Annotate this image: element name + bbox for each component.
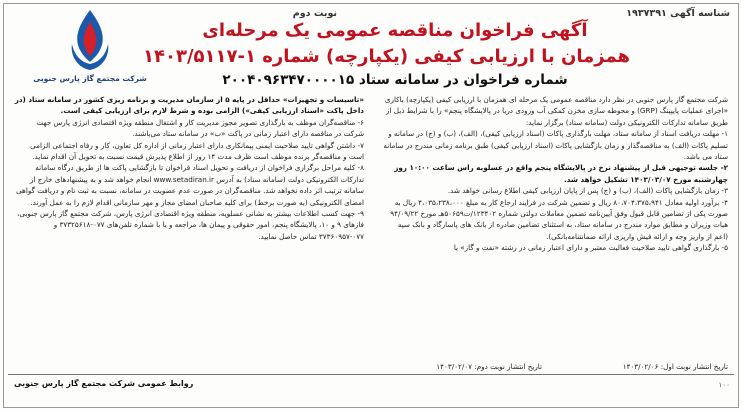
footer-label: روابط عمومی شرکت مجتمع گاز پارس جنوبی: [14, 379, 194, 388]
left-column: [14, 94, 364, 242]
company-logo: [50, 4, 130, 74]
setad-number: شماره فراخوان در سامانه ستاد ۲۰۰۴۰۹۶۳۴۷۰۰۰۰۱۵: [222, 72, 568, 88]
notice-id: شناسه آگهی ۱۹۳۷۳۹۱: [626, 8, 730, 19]
footer-code: ۱۰۰: [718, 380, 730, 389]
clause-9: ۹- جهت کسب اطلاعات بیشتر به نشانی عسلویه، منطقه ویژه اقتصادی انرژی پارس، شرکت مجتمع گاز پارس جنوبی، فازهای ۹ و ۱۰، پالایشگاه پنجم، امور حقوقی و پیمان ها، مراجعه و یا با شماره تلفن‌های ۰۷۷-۳۷۳۲۵۶۱۸ و ۰۷۷-۳۷۳۶۰۹۵۷ تماس حاصل نمایید.: [17, 209, 364, 241]
footer-divider: [8, 374, 734, 375]
clause-5-cont: «تاسیسات و تجهیزات» حداقل در پایه ۵ از سازمان مدیریت و برنامه ریزی کشور در سامانه ستاد (در داخل پاکت «اسناد ارزیابی کیفی») الزامی بوده و شرط لازم برای ارزیابی کیفی است.: [14, 95, 364, 116]
notice-round: نوبت دوم: [292, 8, 337, 19]
notice-subtitle: همزمان با ارزیابی کیفی (یکپارچه) شماره ۱-۱۴۰۳/۵۱۱۷: [143, 46, 630, 67]
clause-2: ۲- جلسه توجیهی قبل از پیشنهاد نرخ در پالایشگاه پنجم واقع در عسلویه راس ساعت ۱۰:۰۰ روز چهارشنبه مورخ ۱۴۰۳/۰۳/۰۷ تشکیل خواهد شد.: [394, 163, 728, 184]
clause-1: ۱- مهلت دریافت اسناد از سامانه ستاد، مهلت بارگذاری پاکات (اسناد ارزیابی کیفی)، (الف)، (ب) و (ج) در سامانه و تسلیم پاکات (الف) به مناقصه‌گذار و زمان بازگشایی پاکات (اسناد ارزیابی کیفی) طبق برنامه زمانی مندرج در سامانه ستاد می باشد.: [383, 129, 728, 162]
right-column: [383, 94, 728, 254]
clause-8: ۸- کلیه مراحل برگزاری فراخوان از دریافت و تحویل اسناد فراخوان تا بازگشایی پاکت ها از طریق درگاه سامانه تدارکات الکترونیکی دولت (سامانه ستاد) به آدرس www.setadiran.ir انجام خواهد شد و به پیشنهادهای خارج از سامانه ترتیب اثر داده نخواهد شد. مناقصه‌گران در صورت عدم عضویت در سامانه، نسبت به ثبت نام و دریافت گواهی امضای الکترونیکی (به صورت برخط) برای کلیه صاحبان امضای مجاز و مهر سازمانی اقدام لازم را به عمل آورند.: [16, 163, 364, 207]
clause-5: ۵- بارگذاری گواهی تایید صلاحیت فعالیت معتبر و دارای اعتبار زمانی در رشته «نفت و گاز» یا: [453, 243, 728, 253]
publish-date-second: تاریخ انتشار نوبت دوم: ۱۴۰۳/۰۲/۰۷: [436, 362, 542, 371]
publish-date-first: تاریخ انتشار نوبت اول: ۱۴۰۳/۰۲/۰۶: [622, 362, 728, 371]
flame-logo-icon: [50, 4, 130, 74]
intro-paragraph: شرکت مجتمع گاز پارس جنوبی در نظر دارد مناقصه عمومی یک مرحله ای همزمان با ارزیابی کیفی (یکپارچه) باکاری «اجرای عملیات پایپینگ (GRP) و محوطه سازی مخزن کمکی آب ورودی دریا در پالایشگاه پنجم» را با شرایط ذیل از طریق سامانه تدارکات الکترونیکی دولت (سامانه ستاد) برگزار نماید:: [384, 95, 728, 127]
notice-title: آگهی فراخوان مناقصه عمومی یک مرحله‌ای: [202, 20, 588, 41]
clause-4: ۴- برآورد اولیه معادل ۸۰،۷۰۴،۳۷۵،۹۴۱ ریال و تضمین شرکت در فرایند ارجاع کار به مبلغ ۴،۰۳۵،۲۳۸،۰۰۰ ریال به صورت یکی از تضامین قابل قبول وفق آیین‌نامه تضمین معاملات دولتی شماره ۱۲۳۴۰۲/ت۵۰۶۵۹هـ مورخ ۹۴/۰۹/۲۲ هیات وزیران و مطابق موارد مندرج در سامانه ستاد، به استثنای تضامین صادره از بانک های پاسارگاد و بانک سپه (اعم از واریز وجه و ارائه فیش واریزی ارائه ضمانتنامه‌بانکی).: [390, 197, 728, 241]
company-name: شرکت مجتمع گاز پارس جنوبی: [33, 74, 147, 83]
clause-7: ۷- داشتن گواهی تایید صلاحیت ایمنی پیمانکاری دارای اعتبار زمانی از اداره کل تعاون، کار و رفاه اجتماعی الزامی است و مناقصه‌گر برنده موظف است ظرف مدت ۱۴ روز از اطلاع پذیرش قیمت نسبت به تحویل آن اقدام نماید.: [30, 140, 364, 162]
clause-6: ۶- مناقصه‌گران موظف به بارگذاری تصویر مجوز مدیریت کار و اشتغال منطقه ویژه اقتصادی انرژی پارس جهت شرکت در مناقصه دارای اعتبار زمانی در پاکت «ب» در سامانه ستاد می‌باشند.: [36, 117, 364, 139]
clause-3: ۳- زمان بازگشایی پاکات (الف)، (ب) و (ج) پس از پایان ارزیابی کیفی اطلاع رسانی خواهد شد.: [447, 186, 728, 196]
